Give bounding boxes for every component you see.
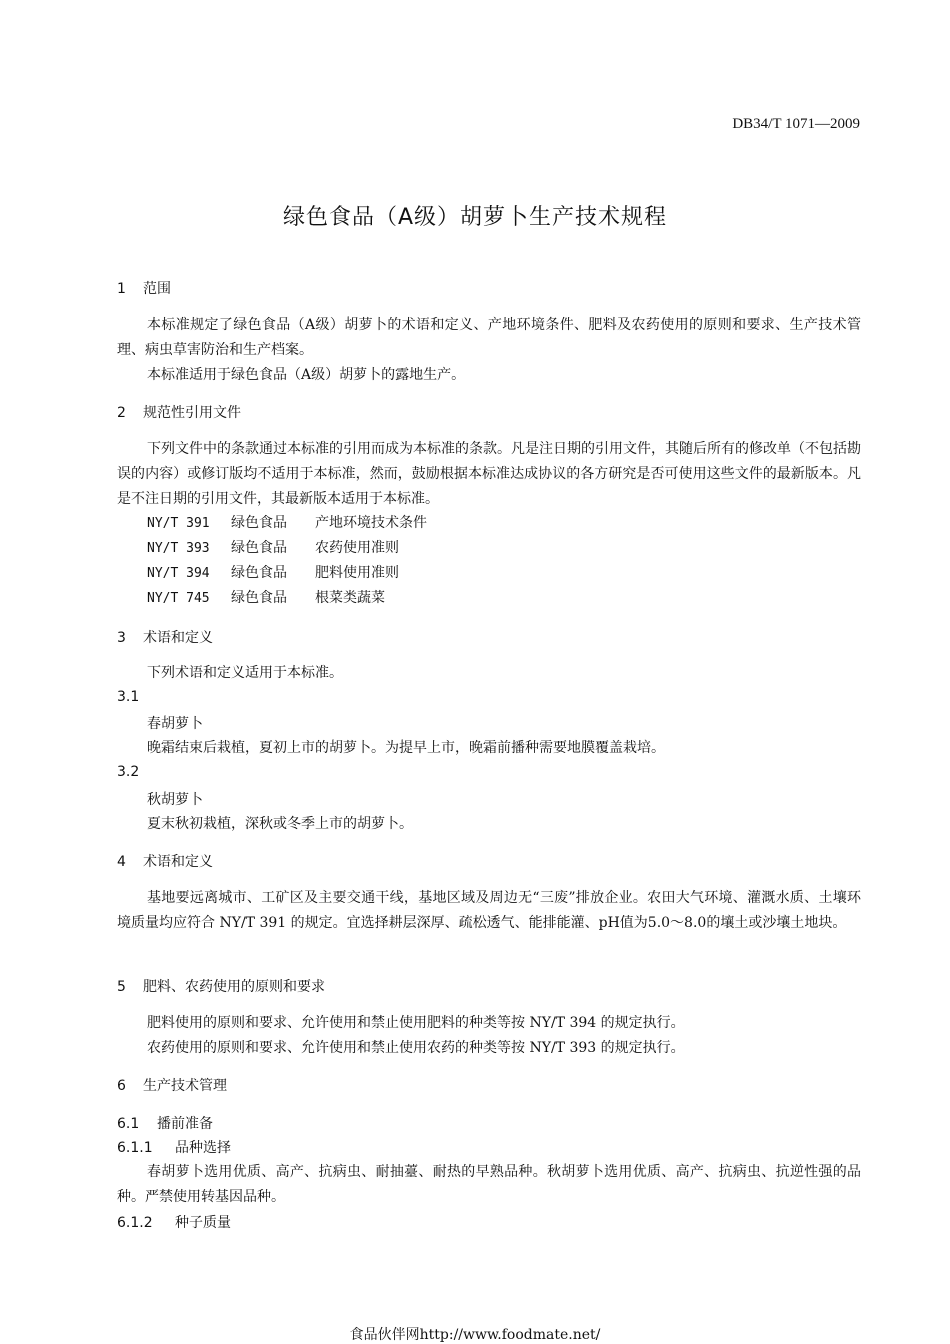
- section-title: 范围: [143, 281, 171, 297]
- section-number: 4: [117, 854, 126, 870]
- paragraph: 本标准规定了绿色食品（A级）胡萝卜的术语和定义、产地环境条件、肥料及农药使用的原则和要求、生产技术管理、病虫草害防治和生产档案。: [117, 317, 861, 358]
- term-number: 3.2: [117, 764, 140, 780]
- subsection-6-1-1-heading: [117, 1137, 231, 1157]
- paragraph: 本标准适用于绿色食品（A级）胡萝卜的露地生产。: [147, 367, 466, 383]
- paragraph: 肥料使用的原则和要求、允许使用和禁止使用肥料的种类等按 NY/T 394 的规定执行。: [147, 1015, 685, 1031]
- section-number: 5: [117, 979, 126, 995]
- section-6-heading: [117, 1075, 227, 1095]
- reference-code: NY/T 745: [147, 591, 210, 606]
- reference-code: NY/T 391: [147, 516, 210, 531]
- reference-code: NY/T 394: [147, 566, 210, 581]
- term-name: 秋胡萝卜: [147, 792, 203, 808]
- subsection-6-1-heading: [117, 1113, 213, 1133]
- term-name: 春胡萝卜: [147, 716, 203, 732]
- paragraph: 下列文件中的条款通过本标准的引用而成为本标准的条款。凡是注日期的引用文件，其随后所有的修改单（不包括勘误的内容）或修订版均不适用于本标准，然而，鼓励根据本标准达成协议的各方研究是否可使用这些文件的最新版本。凡是不注日期的引用文件，其最新版本适用于本标准。: [117, 441, 861, 507]
- section-number: 6.1: [117, 1116, 140, 1132]
- section-3-heading: [117, 627, 213, 647]
- paragraph: 农药使用的原则和要求、允许使用和禁止使用农药的种类等按 NY/T 393 的规定执行。: [147, 1040, 685, 1056]
- term-definition: 晚霜结束后栽植，夏初上市的胡萝卜。为提早上市，晚霜前播种需要地膜覆盖栽培。: [147, 740, 665, 756]
- standard-code: DB34/T 1071—2009: [732, 116, 860, 132]
- page-footer: 食品伙伴网http://www.foodmate.net/: [349, 1327, 601, 1343]
- paragraph: 春胡萝卜选用优质、高产、抗病虫、耐抽薹、耐热的早熟品种。秋胡萝卜选用优质、高产、抗病虫、抗逆性强的品种。严禁使用转基因品种。: [117, 1164, 861, 1205]
- reference-item: [147, 512, 427, 532]
- reference-item: [147, 587, 385, 607]
- reference-name: 产地环境技术条件: [315, 515, 427, 531]
- section-title: 肥料、农药使用的原则和要求: [143, 979, 325, 995]
- section-5-heading: [117, 976, 325, 996]
- reference-name: 根菜类蔬菜: [315, 590, 385, 606]
- section-number: 6.1.2: [117, 1215, 153, 1231]
- section-number: 6: [117, 1078, 126, 1094]
- reference-name: 农药使用准则: [315, 540, 399, 556]
- section-4-heading: [117, 851, 213, 871]
- section-number: 2: [117, 405, 126, 421]
- reference-name: 肥料使用准则: [315, 565, 399, 581]
- reference-category: 绿色食品: [231, 590, 287, 606]
- reference-item: [147, 562, 399, 582]
- subsection-6-1-2-heading: [117, 1212, 231, 1232]
- section-title: 种子质量: [175, 1215, 231, 1231]
- document-title: 绿色食品（A级）胡萝卜生产技术规程: [282, 205, 668, 230]
- reference-item: [147, 537, 399, 557]
- section-number: 1: [117, 281, 126, 297]
- term-number: 3.1: [117, 689, 140, 705]
- reference-code: NY/T 393: [147, 541, 210, 556]
- term-definition: 夏末秋初栽植，深秋或冬季上市的胡萝卜。: [147, 816, 413, 832]
- section-title: 术语和定义: [143, 630, 213, 646]
- section-title: 生产技术管理: [143, 1078, 227, 1094]
- paragraph: 下列术语和定义适用于本标准。: [147, 665, 343, 681]
- section-number: 6.1.1: [117, 1140, 153, 1156]
- paragraph: 基地要远离城市、工矿区及主要交通干线，基地区域及周边无“三废”排放企业。农田大气环境、灌溉水质、土壤环境质量均应符合 NY/T 391 的规定。宜选择耕层深厚、疏松透气、能排能灌、pH值为5.0～8.0的壤土或沙壤土地块。: [117, 890, 861, 931]
- section-title: 术语和定义: [143, 854, 213, 870]
- section-title: 规范性引用文件: [143, 405, 241, 421]
- reference-category: 绿色食品: [231, 565, 287, 581]
- section-title: 播前准备: [157, 1116, 213, 1132]
- reference-category: 绿色食品: [231, 515, 287, 531]
- section-1-heading: [117, 278, 171, 298]
- reference-category: 绿色食品: [231, 540, 287, 556]
- section-2-heading: [117, 402, 241, 422]
- section-title: 品种选择: [175, 1140, 231, 1156]
- section-number: 3: [117, 630, 126, 646]
